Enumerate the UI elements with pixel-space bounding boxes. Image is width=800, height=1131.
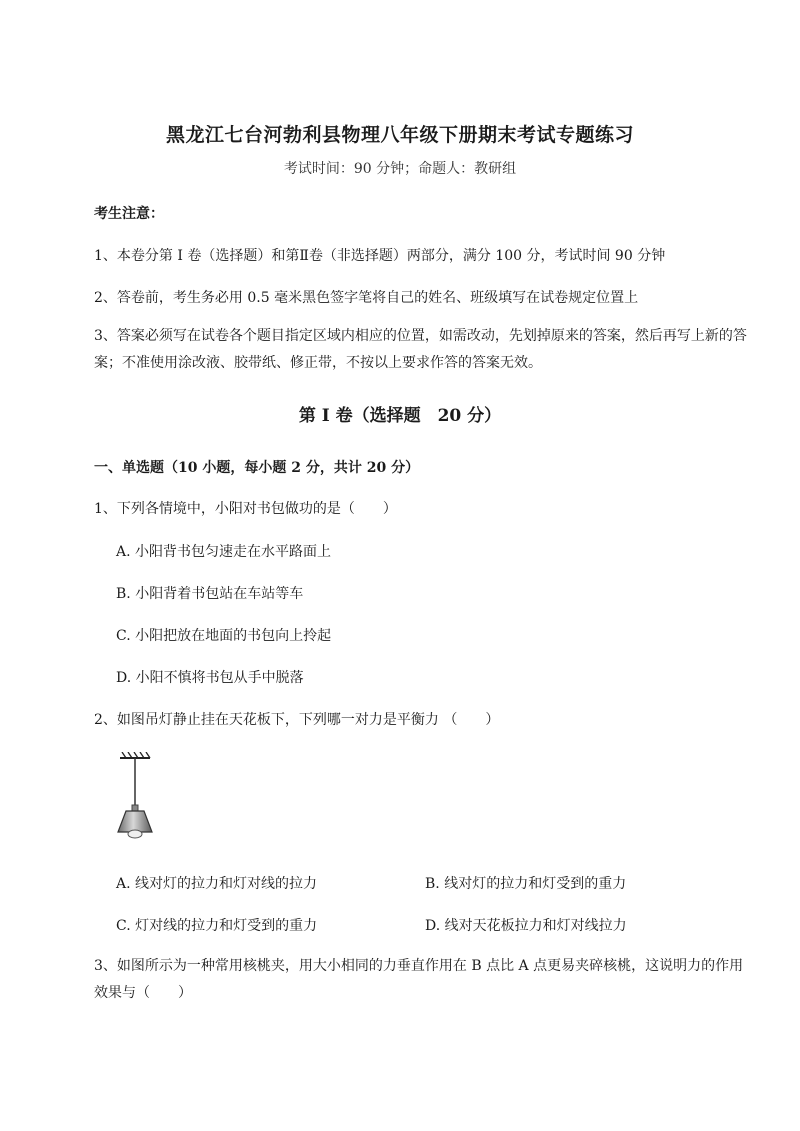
question-stem: 3、如图所示为一种常用核桃夹，用大小相同的力垂直作用在 B 点比 A 点更易夹碎核桃，这说明力的作用效果与（ ）	[94, 958, 744, 1001]
note-item: 3、答案必须写在试卷各个题目指定区域内相应的位置，如需改动，先划掉原来的答案，然后再写上新的答案；不准使用涂改液、胶带纸、修正带，不按以上要求作答的答案无效。	[94, 328, 747, 371]
option-d: D. 线对天花板拉力和灯对线拉力	[425, 918, 627, 934]
ceiling	[120, 752, 150, 758]
option-b: B. 小阳背着书包站在车站等车	[116, 586, 304, 602]
option-d: D. 小阳不慎将书包从手中脱落	[116, 670, 304, 686]
exam-info: 考试时间：90 分钟；命题人：教研组	[283, 161, 517, 177]
page-title: 黑龙江七台河勃利县物理八年级下册期末考试专题练习	[165, 124, 634, 146]
part-heading: 一、单选题（10 小题，每小题 2 分，共计 20 分）	[94, 460, 420, 476]
option-c: C. 小阳把放在地面的书包向上拎起	[116, 628, 332, 644]
question-stem: 1、下列各情境中，小阳对书包做功的是（ ）	[94, 501, 397, 517]
note-item: 2、答卷前，考生务必用 0.5 毫米黑色签字笔将自己的姓名、班级填写在试卷规定位置上	[94, 290, 639, 306]
question-stem: 2、如图吊灯静止挂在天花板下，下列哪一对力是平衡力 （ ）	[94, 712, 500, 728]
lamp-bulb	[128, 830, 142, 838]
option-a: A. 线对灯的拉力和灯对线的拉力	[116, 876, 318, 892]
notes-heading: 考生注意：	[94, 206, 164, 222]
note-item: 1、本卷分第 I 卷（选择题）和第Ⅱ卷（非选择题）两部分，满分 100 分，考试时间 90 分钟	[94, 248, 666, 264]
section-title: 第 I 卷（选择题 20 分）	[298, 406, 502, 426]
hanging-lamp-figure	[108, 752, 164, 844]
option-c: C. 灯对线的拉力和灯受到的重力	[116, 918, 318, 934]
lamp-shade	[118, 811, 152, 832]
lamp-socket	[132, 805, 138, 811]
option-a: A. 小阳背书包匀速走在水平路面上	[116, 544, 332, 560]
option-b: B. 线对灯的拉力和灯受到的重力	[425, 876, 627, 892]
